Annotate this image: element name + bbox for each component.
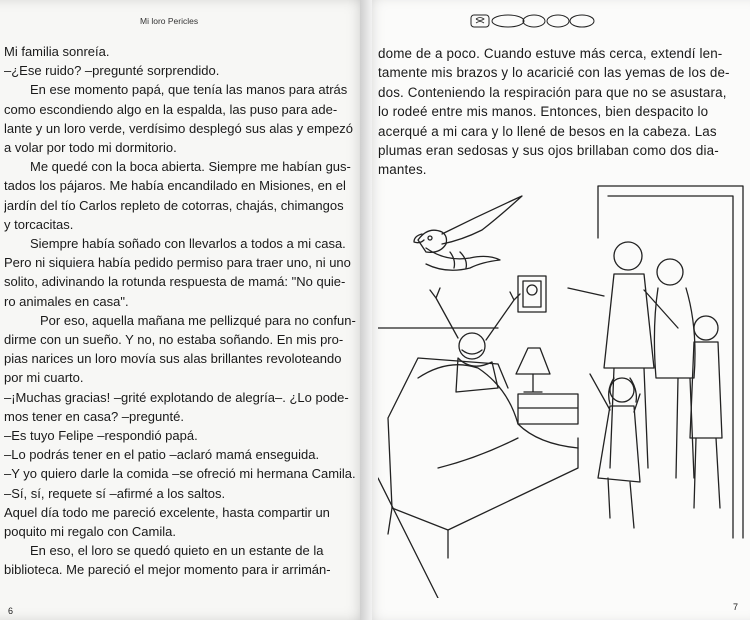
text-line: biblioteca. Me pareció el mejor momento para ir arrimán- <box>4 562 331 578</box>
text-line: como escondiendo algo en la espalda, las puso para ade- <box>4 101 338 117</box>
left-page-text <box>4 42 356 580</box>
text-line: y torcacitas. <box>4 216 74 232</box>
text-line: pias narices un loro movía sus alas brillantes revoloteando <box>4 351 342 367</box>
text-line: lo rodeé entre mis manos. Entonces, bien despacito lo <box>378 104 709 120</box>
text-line: mantes. <box>378 162 427 178</box>
text-line: –Lo podrás tener en el patio –aclaró mamá enseguida. <box>4 447 320 463</box>
text-line: jardín del tío Carlos repleto de cotorras, chajás, chimangos <box>4 197 344 213</box>
text-line: por mi cuarto. <box>4 370 84 386</box>
family-drawing <box>568 242 722 528</box>
text-line: Aquel día todo me pareció excelente, hasta compartir un <box>4 504 330 520</box>
text-line: –Y yo quiero darle la comida –se ofreció mi hermana Camila. <box>4 466 356 482</box>
text-line: En eso, el loro se quedó quieto en un estante de la <box>30 543 324 559</box>
text-line: En ese momento papá, que tenía las manos para atrás <box>30 82 348 98</box>
text-line: plumas eran sedosas y sus ojos brillaban como dos dia- <box>378 143 719 159</box>
text-line: lante y un loro verde, verdísimo desplegó sus alas y empezó <box>4 120 354 136</box>
text-line: –¿Ese ruido? –pregunté sorprendido. <box>4 63 220 79</box>
page-ornament-icon <box>470 13 596 29</box>
text-line: solito, adivinando la rotunda respuesta de mamá: "No quie- <box>4 274 346 290</box>
page-number-left: 6 <box>8 606 14 616</box>
text-line: dome de a poco. Cuando estuve más cerca, extendí len- <box>378 46 723 61</box>
text-line: tamente mis brazos y lo acaricié con las yemas de los de- <box>378 65 730 81</box>
text-line: acerqué a mi cara y lo llené de besos en la cabeza. Las <box>378 123 717 139</box>
text-line: Siempre había soñado con llevarlos a todos a mi casa. <box>30 236 346 252</box>
right-page-text <box>378 44 730 180</box>
text-line: –Sí, sí, requete sí –afirmé a los saltos. <box>4 485 226 501</box>
parrot-drawing <box>414 196 522 270</box>
text-line: mos tener en casa? –pregunté. <box>4 408 184 424</box>
book-gutter <box>360 0 372 620</box>
bedroom-parrot-illustration <box>378 178 748 598</box>
text-line: ro animales en casa". <box>4 293 129 309</box>
text-line: Me quedé con la boca abierta. Siempre me habían gus- <box>30 159 351 175</box>
text-line: a volar por todo mi dormitorio. <box>4 140 177 156</box>
text-line: poquito mi regalo con Camila. <box>4 524 176 540</box>
running-head: Mi loro Pericles <box>140 16 199 26</box>
text-line: Por eso, aquella mañana me pellizqué para no confun- <box>40 312 356 328</box>
text-line: –¡Muchas gracias! –grité explotando de alegría–. ¿Lo pode- <box>4 389 349 405</box>
page-number-right: 7 <box>732 602 738 612</box>
text-line: –Es tuyo Felipe –respondió papá. <box>4 428 198 444</box>
text-line: Mi familia sonreía. <box>4 44 110 59</box>
text-line: dos. Conteniendo la respiración para que no se asustara, <box>378 84 727 100</box>
text-line: Pero ni siquiera había pedido permiso para traer uno, ni uno <box>4 255 351 271</box>
text-line: tados los pájaros. Me había encandilado en Misiones, en el <box>4 178 346 194</box>
text-line: dirme con un sueño. Y no, no estaba soñando. En mis pro- <box>4 332 344 348</box>
